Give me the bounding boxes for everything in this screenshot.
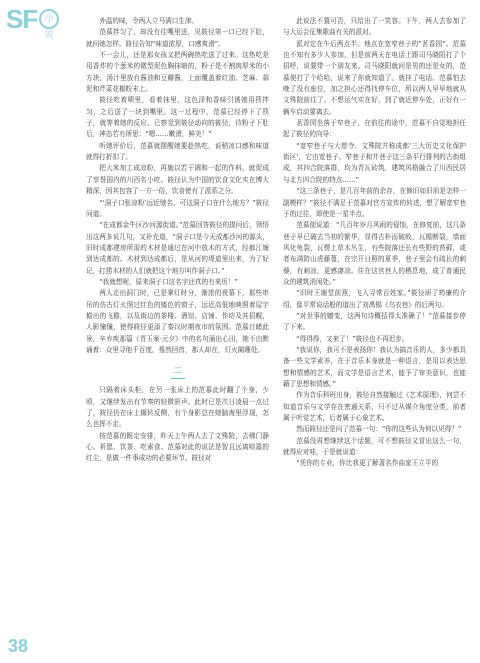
paragraph: 筱径吃着啧里，看着抹里，这色泽和香味引诱她用筷拌匀，之后送了一块到嘴里。这一过程中，范慕已经停下了筷子，就等着她的反应。已察觉到筱径动向的筱径，待粉子下肚后，神态若有所思：“嗯……嫩滑，鲜美！” — [86, 96, 269, 139]
paragraph: 按范慕的既定安排，昨天上午两人去了文殊院，去佛门静心、祈愿、饮茶、吃素食。范慕对此的说法是智且远离喧嚣的红尘，是做一件事成功的必要环节。筱径对 — [86, 431, 269, 463]
logo-mark: SF — [6, 4, 38, 34]
paragraph: 听她评价后，范慕就摆醒她要趁热吃，说稍凉口感和味道就得打折扣了。 — [86, 141, 269, 162]
paragraph: “在成都金牛区沙河源街道。”范慕回答筱径的提问后，领悟出这两多说几句，又补充道，“洞子口是今天成都沙河的源头，旧时成都建房所需的木材是通过在河中放木的方式，经都江堰到达成都的。木材到达成都后，是从河的堤道里出来，为了好记，打捞木材的人们就把这个地方叫作洞子口。” — [86, 221, 269, 275]
paragraph: 范慕没再想继续这个话题，可不想筱径又冒出这么一句，就得应对哇，于是就说道： — [283, 436, 466, 457]
paragraph: “旧时王谢堂前燕，飞入寻常百姓家。”筱径研了筠廉的介绍，像平常说话般的道出了刘禹锡《乌衣巷》的后两句。 — [283, 289, 466, 309]
paragraph: 只隔着床头柜，在另一张床上的范慕此时翻了个身，少顷，又继续发出有节奏的轻微鼾声。此时已是次日凌晨一点过了，筱径仍在床上辗转反侧，有个身影总在她脑海里浮现，怎么也挥不走。 — [86, 386, 269, 429]
paragraph: 茗香园坐落于窄巷子，在前往的途中，范慕不自觉地担任起了筱径的向导： — [283, 119, 466, 139]
logo-seal-icon: 小说 — [39, 9, 59, 29]
paragraph: 作为音乐科班出身，筱径自然接触过《艺术原理》，何尝不知道音乐与文学存在密通关系，只不过从媒介角度分类，前者属于听觉艺术，后者属于心象艺术。 — [283, 391, 466, 423]
page-number: 38 — [8, 636, 29, 656]
article-body — [86, 16, 466, 620]
paragraph: 派对定在午后两点半。地点在宽窄巷子的“茗香园”。范慕也不知有多少人参加，但是前两天在电话上跟司马晓阳打了个招呼，说要带一个朋友来。司马晓阳就问是男的还是女的，范慕便打了个哈哈，说来了你就知道了。就挂了电话。范慕怕去晚了没有座位，加之担心还得找停车位，所以两人早早地就从文殊院前往了。不想运气实在好，到了就近停车处，正好有一辆车启动要离去。 — [283, 39, 466, 116]
left-column — [86, 16, 269, 620]
paragraph: 然而筱径还是问了范慕一句：“你的这些认为何以见得？” — [296, 425, 462, 434]
paragraph: “凭你的专业，你比我更了解著名作曲家王立平的 — [296, 459, 439, 468]
right-column — [283, 16, 466, 620]
paragraph: “我说你，我可不是表扬你！我认为搞音乐的人，多少都具备一些文学素养，在于音乐本身就是一种语言，是用以表达思想和情感的艺术，而文学是语言艺术，能予了审美意识，也能藉了思想和情感。” — [283, 345, 466, 388]
paragraph: 把大米加工成凉粉，再施以若干调和一起的作料，就促成了享誉国内的川西名小吃。筱径认为中国的饮食文化实在博大精深，因其包容了一方一俗，饮食使有了派系之分。 — [86, 164, 269, 196]
paragraph: “‘洞子口张凉粉’远近驰名，可这洞子口在什么地方？”筱径问道。 — [86, 198, 269, 218]
paragraph: 此说法不置可否，只给出了一笑容。下午，两人去参加了与大运会征集歌曲有关的派对。 — [283, 17, 466, 37]
paragraph: 范慕拌匀了，却没有往嘴里送，见筱径第一口已经下肚，就问她怎样。筱径告知“味道浓厚，口感爽滑”。 — [86, 28, 269, 48]
section-number: 二 — [173, 366, 182, 376]
paragraph: “得得得，又来了！”筱径也不再迟步。 — [296, 334, 409, 343]
paragraph: “这三条巷子，是几百年前的余存，在修旧如旧前是怎样一副模样？”筱径不满足于范慕对官方宣传的转述，想了解宽窄巷子的过往，即使是一星半点。 — [283, 187, 466, 218]
paragraph: “对世事的嬗变，这两句诗概括得太准确了！”范慕接步停了下来。 — [283, 311, 466, 332]
magazine-logo — [6, 4, 68, 40]
paragraph: “我就想呢，原来洞子口这名字还真的有来历！” — [99, 277, 238, 286]
paragraph: “宽窄巷子与大慈寺、文殊院并称成都‘三大历史文化保护街区’，它由宽巷子、窄巷子和井巷子这三条平行排列的古街组成，其四合院落群，均为青瓦砖筑，建筑风格融合了川西民居与北方四合院的特点……” — [283, 141, 466, 184]
paragraph: 范慕便说道：“几百年岁月风雨的侵蚀，在修复前，这几条巷子早已破去当初的繁华，显得古朴而破败，瓦檐断裂，墙面风化龟裂，瓦楞上草木丛生，有些院落还长有些野的苔藓，或者布满防山虎藤蔓，在宗开日照的夏季，巷子里会有疏长的刺藜，有刺凉，更感凄凉。住在这宫巷人的栖息地，成了普通民众的建筑消闲处。” — [283, 221, 466, 286]
paragraph: 两人走出洞门时，已是掌灯时分，渐浓的夜幕下，那些串吊的仿古灯火照过红色的镂色的窗子，远近高低地映照着屋宇檐出的飞檐，以及街边的茶楼、酒馆、店铺、作坊及其招幌，人影憧憧，使得筱径更添了秦汉时期夜市的氛围。范慕目睹此景，辛弃疾那篇《青玉案·元夕》中的名句涌出心田，她不由默诵着：众里寻他千百度，蓦然回首，那人却在，灯火阑珊处。 — [86, 289, 269, 354]
paragraph: 不一会儿，还是那女孩又把两碗热吃送了过来。这热吃是用香炸的个葱米的微型泥色胸抹缩的，粉子是不割肉厚米的小方块，汤汁里放有酱油和豆瓣酱，上面覆盖着红油、芝麻、蒜泥和芹菜花椒粉末上。 — [86, 51, 269, 94]
paragraph: 外温的味，令两人立马满口生津。 — [99, 17, 199, 25]
